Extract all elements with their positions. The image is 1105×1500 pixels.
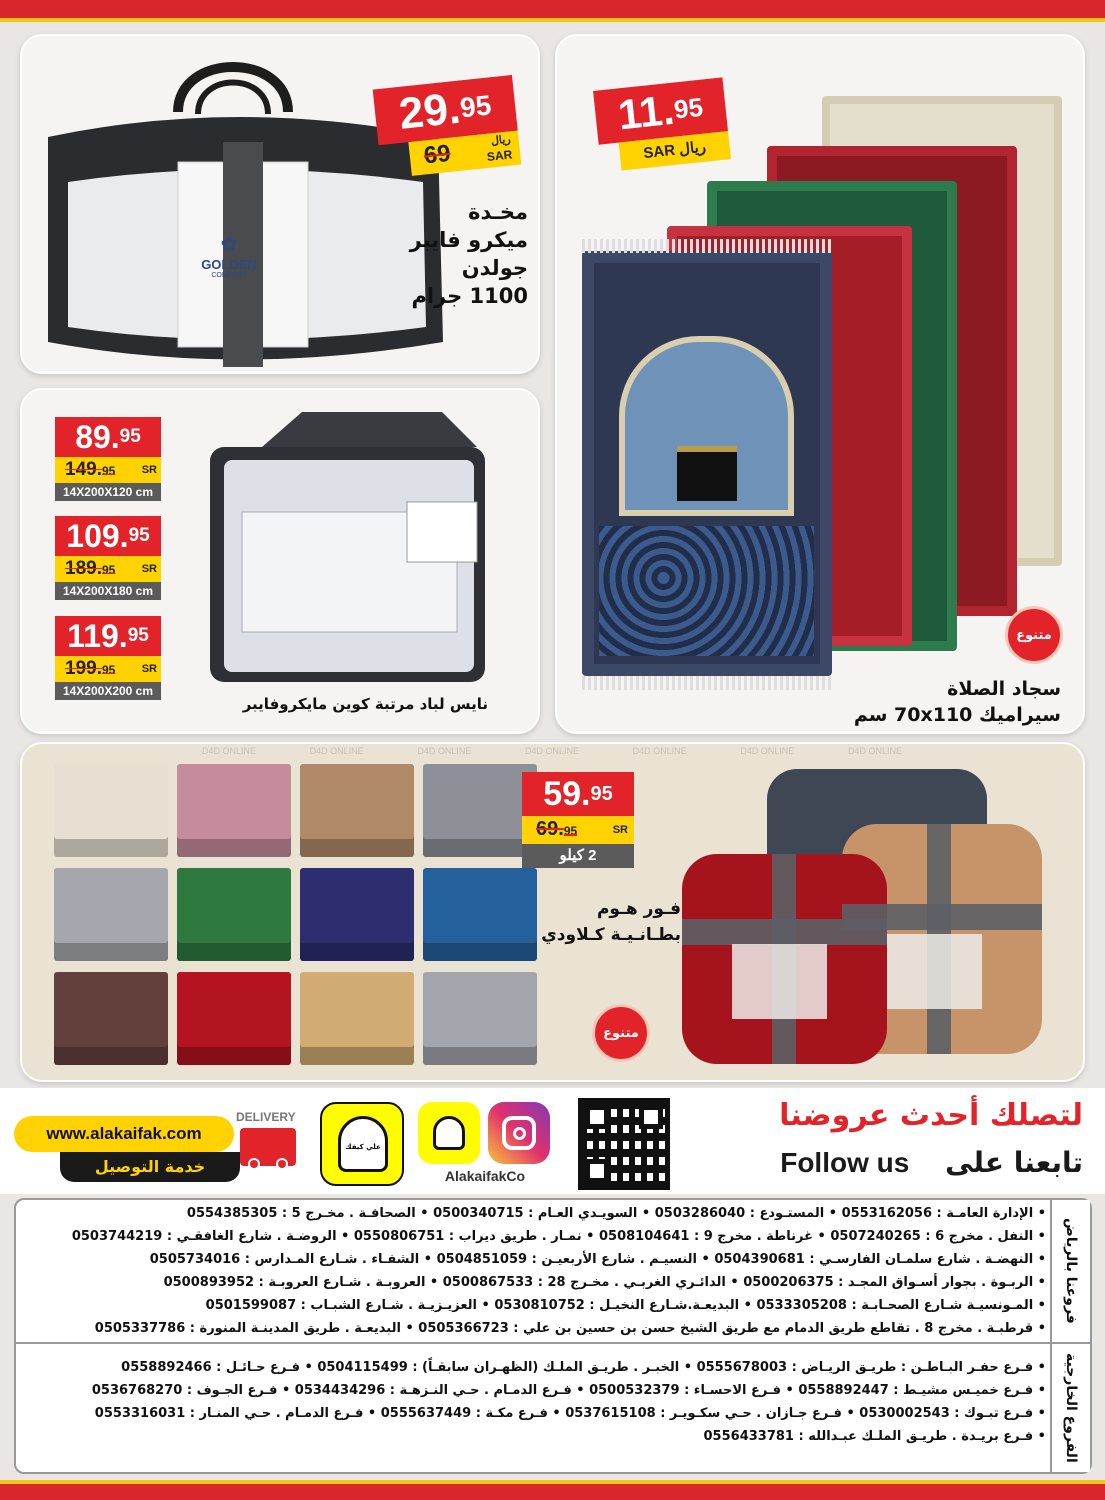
blanket-swatch [54, 868, 168, 961]
mattress-old-main: 149. [65, 459, 102, 480]
website-pill[interactable] [14, 1116, 234, 1152]
mattress-option [55, 516, 161, 600]
watermark-text: D4D ONLINE [417, 746, 472, 756]
branch-row: • النهضـة . شارع سلمـان الفارسـي : 0504390681 • النسيـم . شارع الأربعيـن : 0504851059 • الشفـاء . شـارع المـدارس : 0505734016 [149, 1252, 1046, 1267]
mattress-price-main: 119. [67, 618, 128, 654]
follow-us-ar: تابعنا على [945, 1146, 1083, 1179]
pillow-title [410, 198, 528, 310]
riyadh-branches-label [1050, 1200, 1090, 1342]
branch-row: • فـرع حفـر البـاطـن : طريـق الريـاض : 0555678003 • الخبـر . طريـق الملـك (الظهـران سابقـاً) : 0504115499 • فـرع حـائـل : 0558892466 [121, 1360, 1046, 1375]
branch-row: • قرطبـة . مخرج 8 . تقاطع طريق الدمام مع طريق الشيخ حسن بن حسين بن علي : 0505366723 • البديعـة . طريق المدينـة المنورة : 0505337786 [94, 1321, 1046, 1336]
snapcode-label: علي كيفك [345, 1143, 381, 1151]
blanket-old-cents: 95 [563, 824, 578, 838]
pillow-title-line: جولدن [461, 256, 528, 280]
riyadh-branches [16, 1200, 1090, 1344]
instagram-icon[interactable] [488, 1102, 550, 1164]
watermark-text: D4D ONLINE [847, 746, 902, 756]
delivery-text-en: DELIVERY [236, 1110, 296, 1124]
outside-branches-label [1050, 1344, 1090, 1472]
mattress-option [55, 616, 161, 700]
riyadh-label-text: فروعنا بالرياض [1063, 1218, 1079, 1324]
blanket-price-cents: 95 [590, 783, 613, 805]
pillow-price-main: 29. [396, 83, 463, 139]
rug-fringe-bottom [582, 676, 832, 690]
mattress-price-cents: 95 [127, 625, 149, 646]
rugs-variety-label: متنوع [1016, 627, 1052, 643]
follow-row [780, 1146, 1083, 1179]
mattress-price [55, 516, 161, 556]
mattress-old-price [65, 558, 115, 580]
pillow-brand-logo [174, 232, 284, 279]
blanket-variety-badge [592, 1004, 650, 1062]
rug-fringe-top [582, 239, 832, 253]
outside-branches [16, 1344, 1090, 1472]
pillow-brand-sub: COMFORT [211, 272, 247, 279]
pillow-currency-en: SAR [486, 147, 513, 164]
ghost-icon [433, 1116, 465, 1150]
branch-row: • النفل . مخرج 6 : 0507240265 • غرناطة . مخرج 9 : 0508104641 • نمـار . طريق ديراب : 0550806751 • الروضـة . شارع الغافقـي : 0503744219 [71, 1229, 1046, 1244]
blanket-title [541, 896, 681, 948]
pillow-title-line: مخـدة [468, 200, 528, 224]
branch-row: • فـرع بريـدة . طريـق الملـك عبـدالله : 0556433781 [703, 1429, 1046, 1444]
mattress-old-price-box [55, 656, 161, 682]
pillow-title-line: 1100 جرام [411, 284, 528, 308]
blanket-swatch [300, 764, 414, 857]
social-footer-band [0, 1088, 1105, 1194]
blankets-image [672, 754, 1072, 1074]
mattress-title: نايس لباد مرتبة كوين مايكروفايبر [242, 695, 488, 713]
bottom-red-bar [0, 1480, 1105, 1500]
snapchat-icon[interactable] [418, 1102, 480, 1164]
blanket-old-price-box [522, 816, 634, 844]
watermark-text: D4D ONLINE [740, 746, 795, 756]
pillow-old-price: 69 [422, 139, 452, 170]
rug-kaaba [677, 446, 737, 501]
mattress-size: 14X200X120 cm [55, 483, 161, 501]
branch-row: • الربـوة . بجوار أسـواق المجـد : 0500206375 • الدائـري الغربـي . مخـرج 28 : 0500867533 • العروبـة . شـارع العروبـة : 0500893952 [163, 1275, 1046, 1290]
mattress-old-cents: 95 [101, 563, 116, 577]
top-red-bar [0, 0, 1105, 22]
branch-row: • المـونسيـة شـارع الصحـابـة : 0533305208 • البديعـة.شـارع النخيـل : 0530810752 • العزيـزيـة . شـارع الشبـاب : 0501599087 [205, 1298, 1046, 1313]
pillow-currency-ar: ريال [490, 133, 512, 148]
prayer-rugs-offer-card[interactable] [555, 34, 1085, 734]
delivery-label-ar: خدمة التوصيل [94, 1157, 206, 1176]
blanket-swatch [177, 764, 291, 857]
rugs-variety-badge [1005, 606, 1063, 664]
blanket-swatch [54, 764, 168, 857]
pillow-brand-name: GOLDEN [201, 257, 257, 272]
blanket-currency: SR [612, 824, 628, 836]
mattress-old-price-box [55, 457, 161, 483]
branch-row: • فـرع خميـس مشيـط : 0558892447 • فـرع الاحسـاء : 0500532379 • فـرع الدمـام . حـي النـزهـة : 0534434296 • فـرع الجـوف : 0536768270 [91, 1383, 1046, 1398]
watermark-text: D4D ONLINE [309, 746, 364, 756]
watermark-text: D4D ONLINE [632, 746, 687, 756]
rugs-title [854, 676, 1061, 728]
blanket-swatch [177, 972, 291, 1065]
mattress-price [55, 616, 161, 656]
blanket-swatch [300, 972, 414, 1065]
mattress-option [55, 417, 161, 501]
pillow-offer-card[interactable] [20, 34, 540, 374]
delivery-badge [60, 1152, 240, 1182]
blanket-swatch [54, 972, 168, 1065]
blanket-title-line: بطـانـيـة كـلاودي [541, 925, 681, 945]
blanket-swatch [177, 868, 291, 961]
offers-headline: لتصلك أحدث عروضنا [779, 1098, 1083, 1133]
mattress-price-main: 89. [75, 419, 120, 455]
blanket-swatch [300, 868, 414, 961]
rugs-title-line: سجاد الصلاة [947, 678, 1061, 700]
pillow-title-line: ميكرو فايبر [409, 228, 528, 252]
rug-floral-panel [599, 526, 814, 656]
blanket-weight: 2 كيلو [522, 844, 634, 868]
mattress-size: 14X200X200 cm [55, 682, 161, 700]
mattress-price-main: 109. [66, 518, 129, 554]
blanket-price-tag [522, 772, 634, 868]
follow-us-en: Follow us [780, 1147, 910, 1178]
watermark-text: D4D ONLINE [202, 746, 257, 756]
pillow-price-cents: 95 [458, 89, 493, 124]
pillow-price-tag [373, 75, 522, 179]
mattress-old-price-box [55, 556, 161, 582]
mattress-currency: SR [141, 563, 157, 575]
mattress-old-main: 199. [65, 658, 102, 679]
outside-label-text: الفروع الخارجية [1063, 1353, 1079, 1463]
delivery-truck-icon [240, 1128, 296, 1166]
mattress-size: 14X200X180 cm [55, 582, 161, 600]
branches-directory [14, 1198, 1092, 1474]
blanket-price [522, 772, 634, 816]
blanket-offer-card[interactable] [20, 742, 1085, 1082]
mattress-old-price [65, 459, 115, 481]
mattress-price [55, 417, 161, 457]
mattress-old-cents: 95 [101, 663, 116, 677]
cotton-icon: ✿ [220, 234, 238, 256]
mattress-old-cents: 95 [101, 464, 116, 478]
social-handle[interactable]: AlakaifakCo [444, 1168, 526, 1184]
blanket-swatch [423, 764, 537, 857]
mattress-bag-image [202, 402, 492, 692]
blanket-old-main: 69. [536, 818, 564, 840]
blanket-old-price [536, 818, 577, 841]
mattress-currency: SR [141, 663, 157, 675]
rugs-price-tag [593, 77, 731, 172]
ghost-icon [338, 1116, 388, 1172]
rugs-price-main: 11. [615, 85, 677, 139]
qr-code[interactable] [578, 1098, 670, 1190]
mattress-price-cents: 95 [128, 525, 150, 546]
mattress-topper-offer-card[interactable] [20, 388, 540, 734]
branch-row: • الإدارة العامـة : 0553162056 • المستـودع : 0503286040 • السويـدي العـام : 0500340715 • الصحافـة . مخـرج 5 : 0554385305 [186, 1206, 1046, 1221]
blanket-title-line: فـور هـوم [596, 899, 681, 919]
mattress-price-cents: 95 [119, 426, 141, 447]
blanket-variety-label: متنوع [603, 1025, 639, 1041]
branch-row: • فـرع تبـوك : 0530002543 • فـرع جـازان . حـي سكـويـر : 0537615108 • فـرع مكـة : 0555637449 • فـرع الدمـام . حـي المنـار : 0553316031 [94, 1406, 1046, 1421]
rugs-title-line: سيراميك 70x110 سم [853, 704, 1061, 726]
rugs-currency-ar: ريال [678, 138, 707, 159]
mattress-old-price [65, 658, 115, 680]
mattress-currency: SR [141, 464, 157, 476]
blanket-price-main: 59. [543, 775, 591, 813]
blanket-swatch [423, 972, 537, 1065]
rugs-currency-en: SAR [642, 141, 676, 163]
website-url[interactable]: www.alakaifak.com [46, 1124, 202, 1143]
rugs-price-cents: 95 [672, 91, 705, 125]
blanket-swatch [423, 868, 537, 961]
mattress-old-main: 189. [65, 558, 102, 579]
snapcode[interactable] [320, 1102, 404, 1186]
watermark-text: D4D ONLINE [524, 746, 579, 756]
